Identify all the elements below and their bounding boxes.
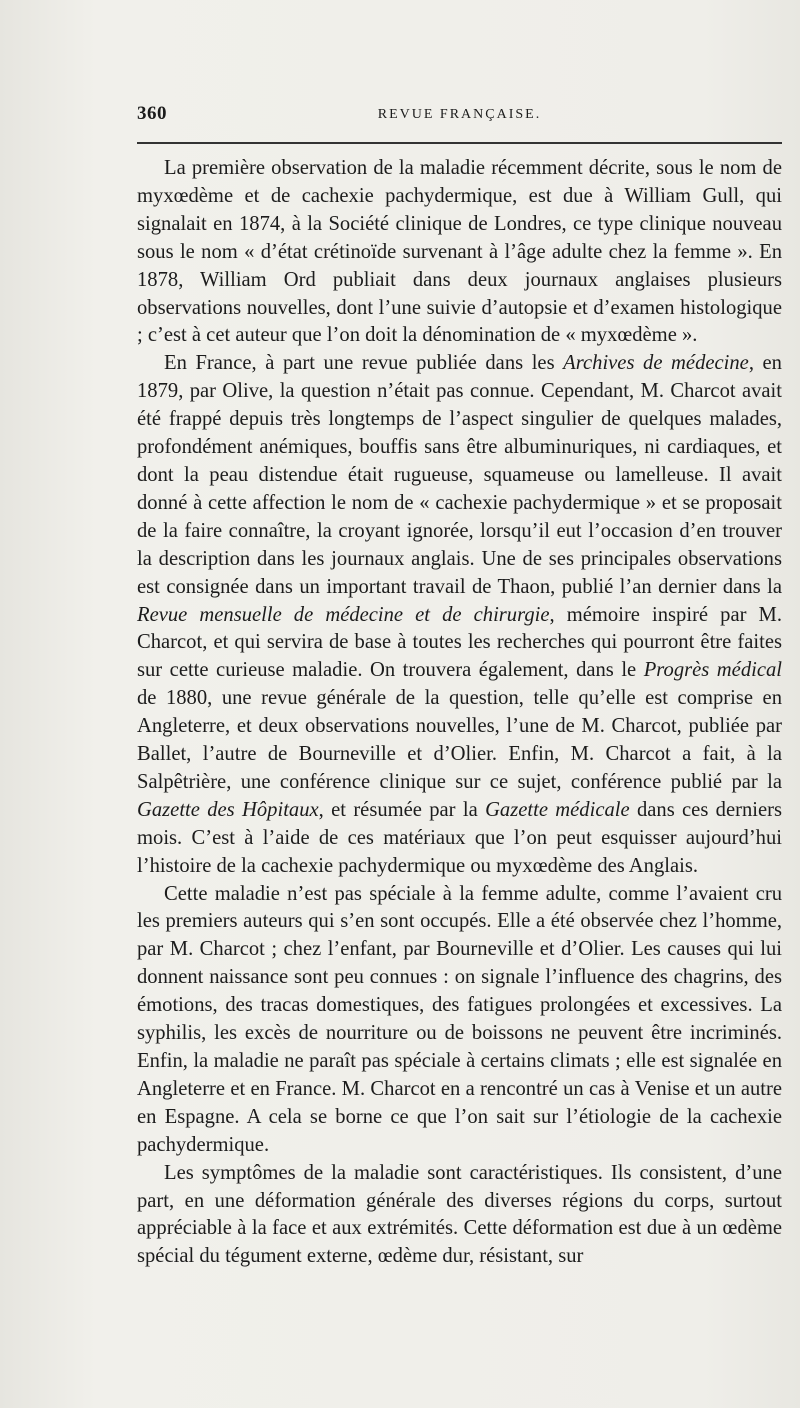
text-segment: En France, à part une revue publiée dans les [164,352,564,375]
text-segment: Les symptômes de la maladie sont caractéristiques. Ils consistent, d’une part, en une déformation générale des diverses régions du corps, surtout appréciable à la face et aux extrémités. Cette déformation est due à un œdème spécial du tégument externe, œdème dur, résistant, sur [137,1161,782,1268]
paragraph-4 [137,1160,782,1272]
journal-reference: Progrès médical [643,659,782,682]
paragraph-3 [137,881,782,1160]
paragraph-2 [137,350,782,880]
text-segment: dans ces derniers mois. C’est à l’aide de ces matériaux que l’on peut esquisser aujourd’hui l’histoire de la cachexie pachydermique ou myxœdème des Anglais. [137,798,782,877]
journal-reference: Archives de médecine [563,352,749,375]
text-segment: Cette maladie n’est pas spéciale à la femme adulte, comme l’avaient cru les premiers auteurs qui s’en sont occupés. Elle a été observée chez l’homme, par M. Charcot ; chez l’enfant, par Bourneville et d’Olier. Les causes qui lui donnent naissance sont peu connues : on signale l’influence des chagrins, des émotions, des tracas domestiques, des fatigues prolongées et excessives. La syphilis, les excès de nourriture ou de boissons ne peuvent être incriminés. Enfin, la maladie ne paraît pas spéciale à certains climats ; elle est signalée en Angleterre et en France. M. Charcot en a rencontré un cas à Venise et un autre en Espagne. A cela se borne ce que l’on sait sur l’étiologie de la cachexie pachydermique. [137,882,782,1156]
text-segment: , mémoire inspiré par M. Charcot, et qui servira de base à toutes les recherches qui pourront être faites sur cette curieuse maladie. On trouvera également, dans le [137,603,782,682]
journal-title: REVUE FRANÇAISE. [377,107,542,122]
text-segment: , en 1879, par Olive, la question n’était pas connue. Cependant, M. Charcot avait été frappé depuis très longtemps de l’aspect singulier de quelques malades, profondément anémiques, bouffis sans être albuminuriques, ni cardiaques, et dont la peau distendue était rugueuse, squameuse ou lamelleuse. Il avait donné à cette affection le nom de « cachexie pachydermique » et se proposait de la faire connaître, la croyant ignorée, lorsqu’il eut l’occasion d’en trouver la description dans les journaux anglais. Une de ses principales observations est consignée dans un important travail de Thaon, publié l’an dernier dans la [137,352,782,598]
journal-reference: Gazette des Hôpitaux [137,798,319,821]
text-segment: La première observation de la maladie récemment décrite, sous le nom de myxœdème et de cachexie pachydermique, est due à William Gull, qui signalait en 1874, à la Société clinique de Londres, ce type clinique nouveau sous le nom « d’état crétinoïde survenant à l’âge adulte chez la femme ». En 1878, William Ord publiait dans deux journaux anglaises plusieurs observations nouvelles, dont l’une suivie d’autopsie et d’examen histologique ; c’est à cet auteur que l’on doit la dénomination de « myxœdème ». [137,157,782,347]
journal-reference: Gazette médicale [485,798,630,821]
header-rule [137,142,782,144]
paragraph-1 [137,155,782,350]
journal-reference: Revue mensuelle de médecine et de chirurgie [137,603,550,626]
body-text [137,155,782,1271]
page-number: 360 [137,103,167,124]
text-segment: , et résumée par la [318,798,486,821]
running-head [137,103,782,129]
text-segment: de 1880, une revue générale de la question, telle qu’elle est comprise en Angleterre, et deux observations nouvelles, l’une de M. Charcot, publiée par Ballet, l’autre de Bourneville et d’Olier. Enfin, M. Charcot a fait, à la Salpêtrière, une conférence clinique sur ce sujet, conférence publié par la [137,687,782,793]
